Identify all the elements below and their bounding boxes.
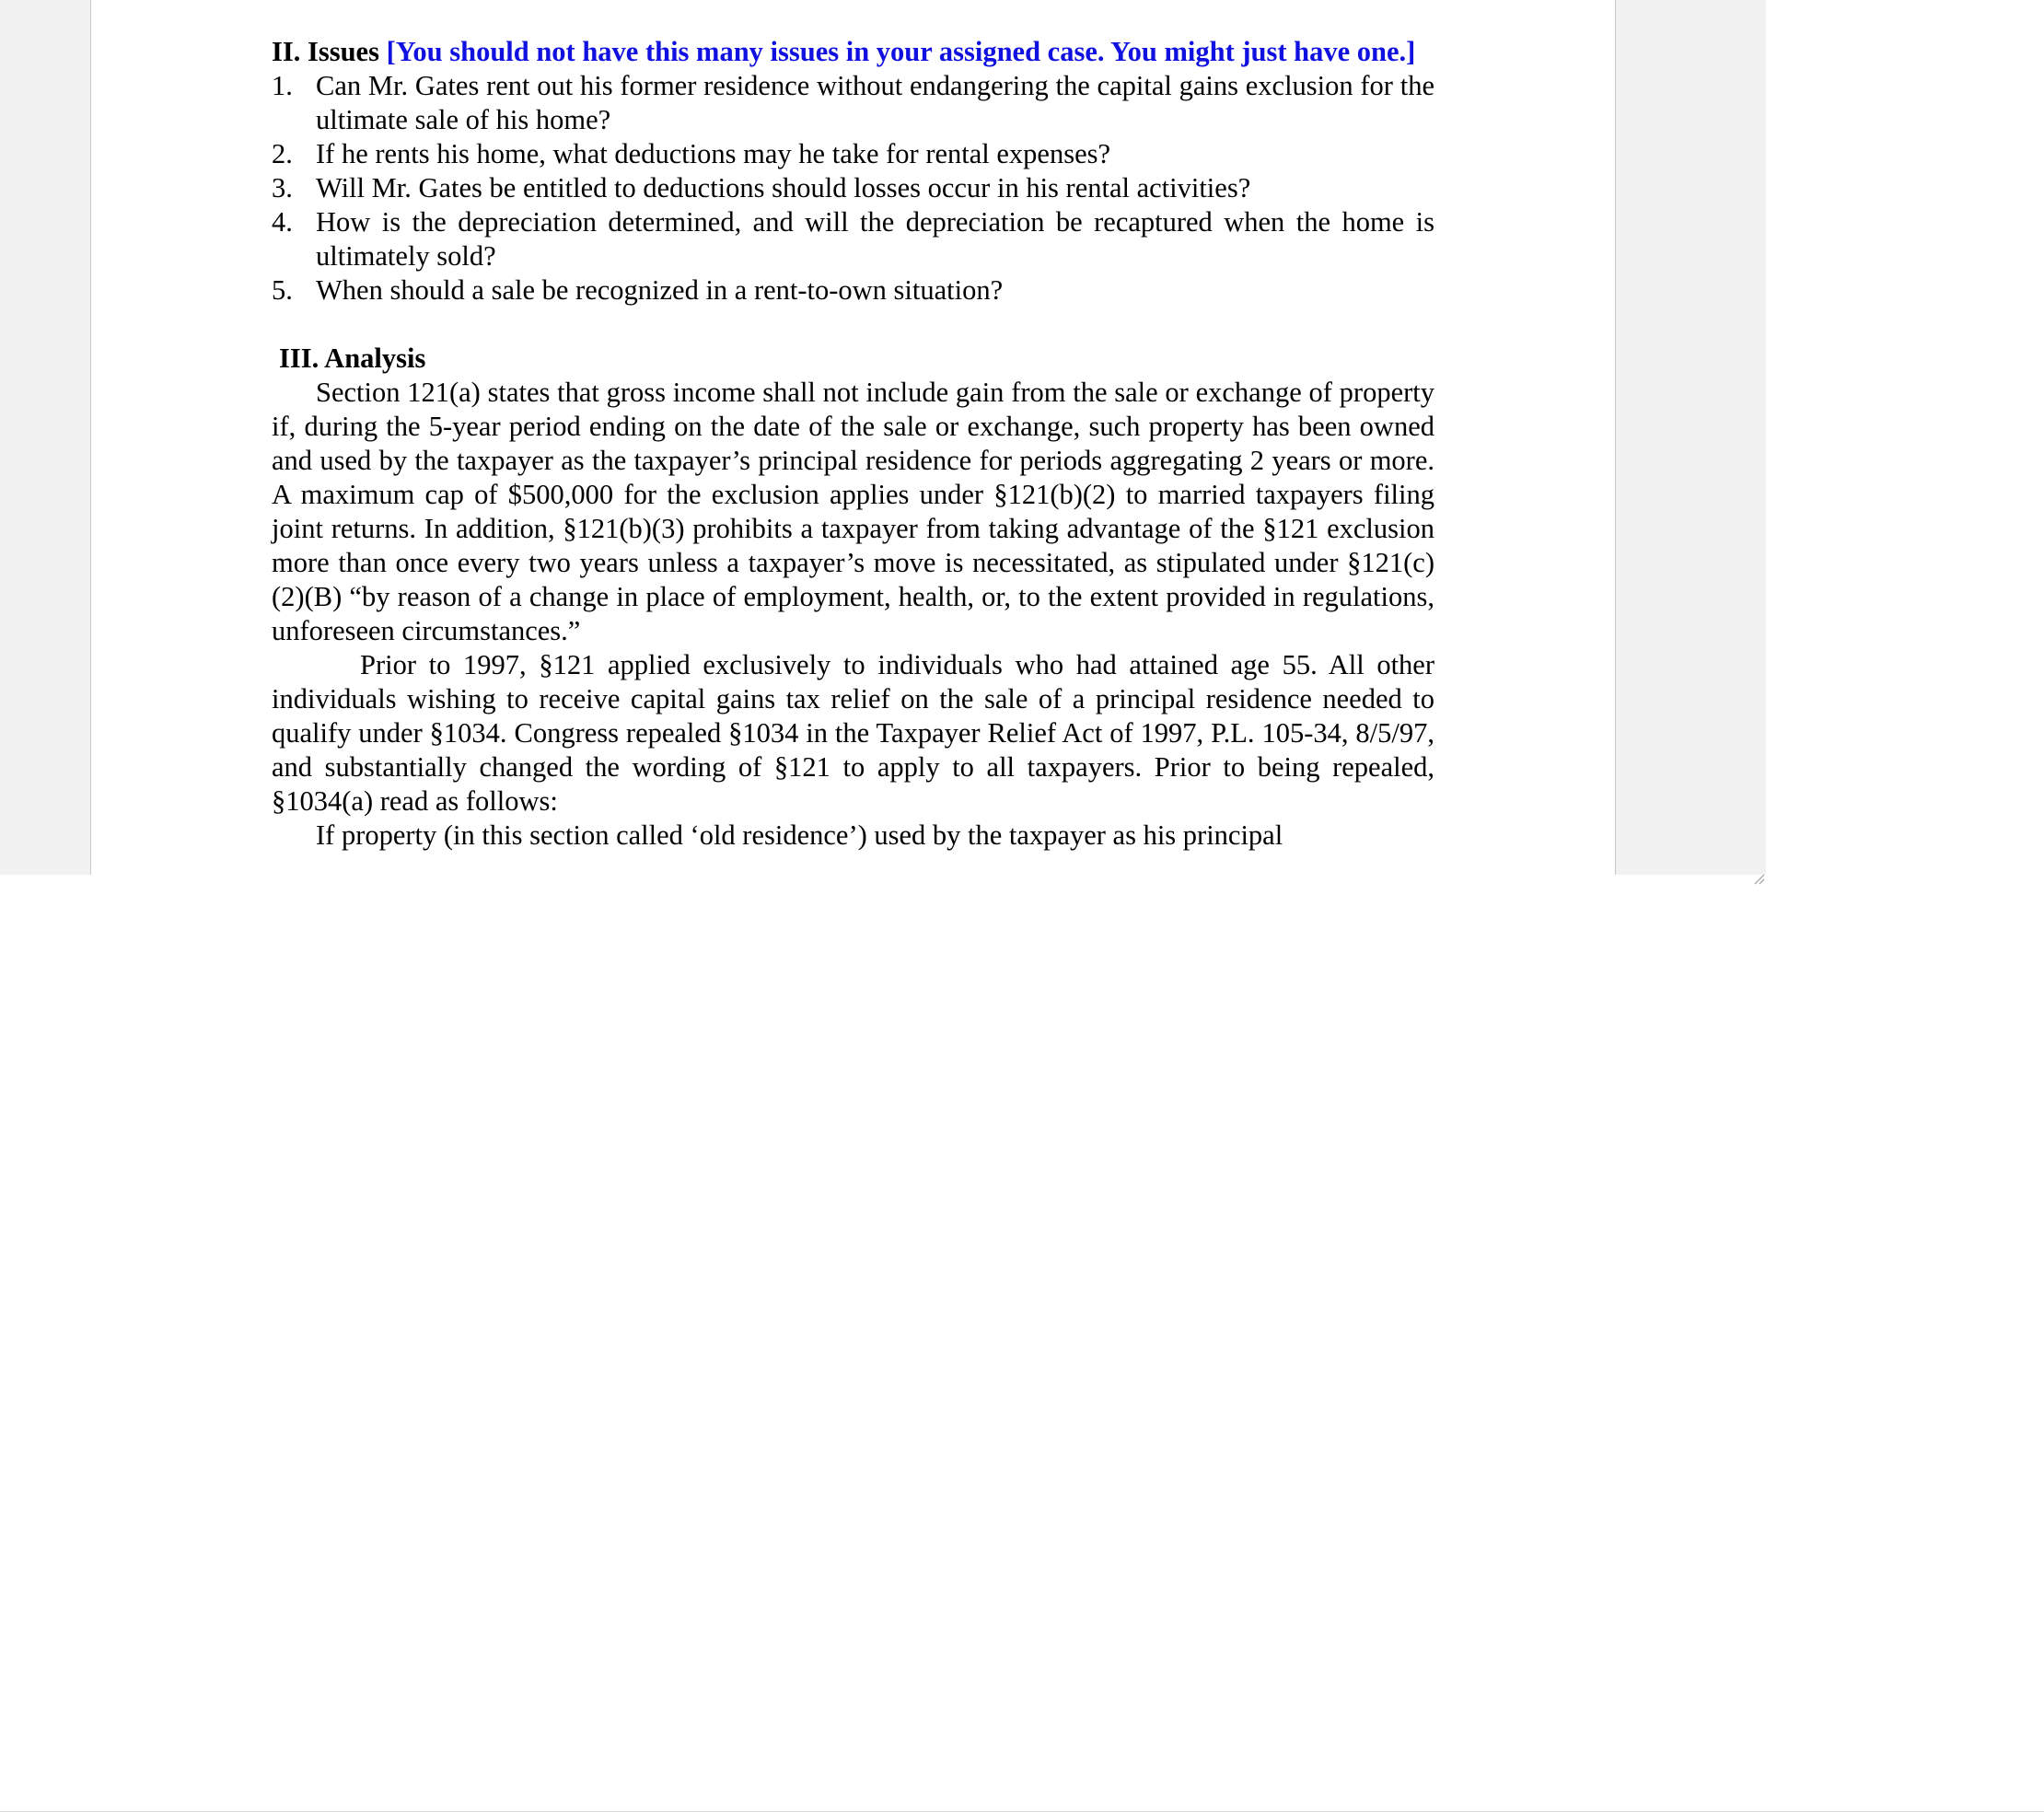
issues-heading: II. Issues	[272, 36, 379, 67]
document-page	[90, 0, 1616, 875]
issues-heading-line	[272, 35, 1434, 69]
issue-number: 4.	[272, 206, 293, 238]
issue-item	[272, 273, 1434, 308]
analysis-paragraph: Section 121(a) states that gross income shall not include gain from the sale or exchange of property if, during the 5-year period ending on the date of the sale or exchange, such property has been owned and used by the taxpayer as the taxpayer’s principal residence for periods aggregating 2 years or more. A maximum cap of $500,000 for the exclusion applies under §121(b)(2) to married taxpayers filing joint returns. In addition, §121(b)(3) prohibits a taxpayer from taking advantage of the §121 exclusion more than once every two years unless a taxpayer’s move is necessitated, as stipulated under §121(c)(2)(B) “by reason of a change in place of employment, health, or, to the extent provided in regulations, unforeseen circumstances.”	[272, 377, 1434, 646]
analysis-heading: III. Analysis	[279, 343, 426, 374]
issue-number: 3.	[272, 172, 293, 203]
issue-text: When should a sale be recognized in a rent-to-own situation?	[316, 274, 1004, 306]
analysis-paragraph: Prior to 1997, §121 applied exclusively to individuals who had attained age 55. All other individuals wishing to receive capital gains tax relief on the sale of a principal residence needed to qualify under §1034. Congress repealed §1034 in the Taxpayer Relief Act of 1997, P.L. 105-34, 8/5/97, and substantially changed the wording of §121 to apply to all taxpayers. Prior to being repealed, §1034(a) read as follows:	[272, 649, 1434, 817]
issue-text: Will Mr. Gates be entitled to deductions should losses occur in his rental activities?	[316, 172, 1251, 203]
issue-text: How is the depreciation determined, and will the depreciation be recaptured when the home is ultimately sold?	[316, 206, 1434, 272]
issue-number: 1.	[272, 70, 293, 101]
issue-number: 5.	[272, 274, 293, 306]
issue-item	[272, 171, 1434, 205]
page-content	[272, 35, 1434, 853]
quoted-text-line: If property (in this section called ‘old residence’) used by the taxpayer as his principal	[316, 819, 1283, 851]
issue-text: Can Mr. Gates rent out his former residence without endangering the capital gains exclusion for the ultimate sale of his home?	[316, 70, 1434, 135]
issue-item	[272, 137, 1434, 171]
issue-item	[272, 69, 1434, 137]
issue-number: 2.	[272, 138, 293, 169]
document-viewer[interactable]	[0, 0, 1766, 875]
issues-list	[272, 69, 1434, 308]
issue-text: If he rents his home, what deductions may he take for rental expenses?	[316, 138, 1111, 169]
bottom-bar	[0, 875, 2044, 951]
resize-grip-icon[interactable]	[1751, 871, 1766, 886]
issue-item	[272, 205, 1434, 273]
issues-note: [You should not have this many issues in your assigned case. You might just have one.]	[386, 36, 1416, 67]
